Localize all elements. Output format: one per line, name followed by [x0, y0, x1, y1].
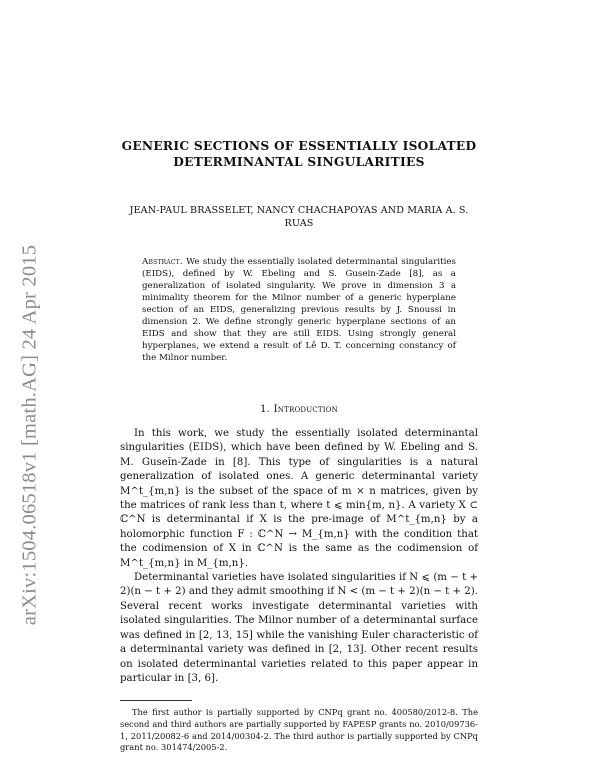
section-heading [120, 404, 478, 415]
section-title: Introduction [273, 404, 338, 415]
author-list: JEAN-PAUL BRASSELET, NANCY CHACHAPOYAS AND MARIA A. S. RUAS [129, 205, 469, 229]
paper-title: GENERIC SECTIONS OF ESSENTIALLY ISOLATED DETERMINANTAL SINGULARITIES [121, 139, 477, 169]
arxiv-stamp [6, 190, 54, 680]
funding-footnote: The first author is partially supported by CNPq grant no. 400580/2012-8. The second and third authors are partially supported by FAPESP grants no. 2010/09736-1, 2011/20082-6 and 2014/00304-2. The third author is partially supported by CNPq grant no. 301474/2005-2. [120, 707, 478, 753]
intro-paragraph-1: In this work, we study the essentially isolated determinantal singularities (EIDS), which have been defined by W. Ebeling and S. M. Guseĭn-Zade in [8]. This type of singularities is a natural generalization of isolated ones. A generic determinantal variety M^t_{m,n} is the subset of the space of m × n matrices, given by the matrices of rank less than t, where t ⩽ min{m, n}. A variety X ⊂ ℂ^N is determinantal if X is the pre-image of M^t_{m,n} by a holomorphic function F : ℂ^N → M_{m,n} with the condition that the codimension of X in ℂ^N is the same as the codimension of M^t_{m,n} in M_{m,n}. [120, 428, 478, 569]
arxiv-stamp-text: arXiv:1504.06518v1 [math.AG] 24 Apr 2015 [18, 244, 41, 626]
section-number: 1. [260, 404, 271, 415]
footnote-rule [120, 700, 192, 701]
abstract-label: Abstract. [142, 257, 183, 267]
page-content [120, 138, 478, 754]
abstract [142, 256, 456, 364]
abstract-text: We study the essentially isolated determinantal singularities (EIDS), defined by W. Ebeling and S. Gusein-Zade [8], as a generalization of isolated singularity. We prove in dimension 3 a minimality theorem for the Milnor number of a generic hyperplane section of an EIDS, generalizing previous results by J. Snoussi in dimension 2. We define strongly generic hyperplane sections of an EIDS and show that they are still EIDS. Using strongly general hyperplanes, we extend a result of Lê D. T. concerning constancy of the Milnor number. [142, 257, 456, 363]
intro-paragraph-2: Determinantal varieties have isolated singularities if N ⩽ (m − t + 2)(n − t + 2) and they admit smoothing if N < (m − t + 2)(n − t + 2). Several recent works investigate determinantal varieties with isolated singularities. The Milnor number of a determinantal surface was defined in [2, 13, 15] while the vanishing Euler characteristic of a determinantal variety was defined in [2, 13]. Other recent results on isolated determinantal varieties related to this paper appear in particular in [3, 6]. [120, 572, 478, 684]
